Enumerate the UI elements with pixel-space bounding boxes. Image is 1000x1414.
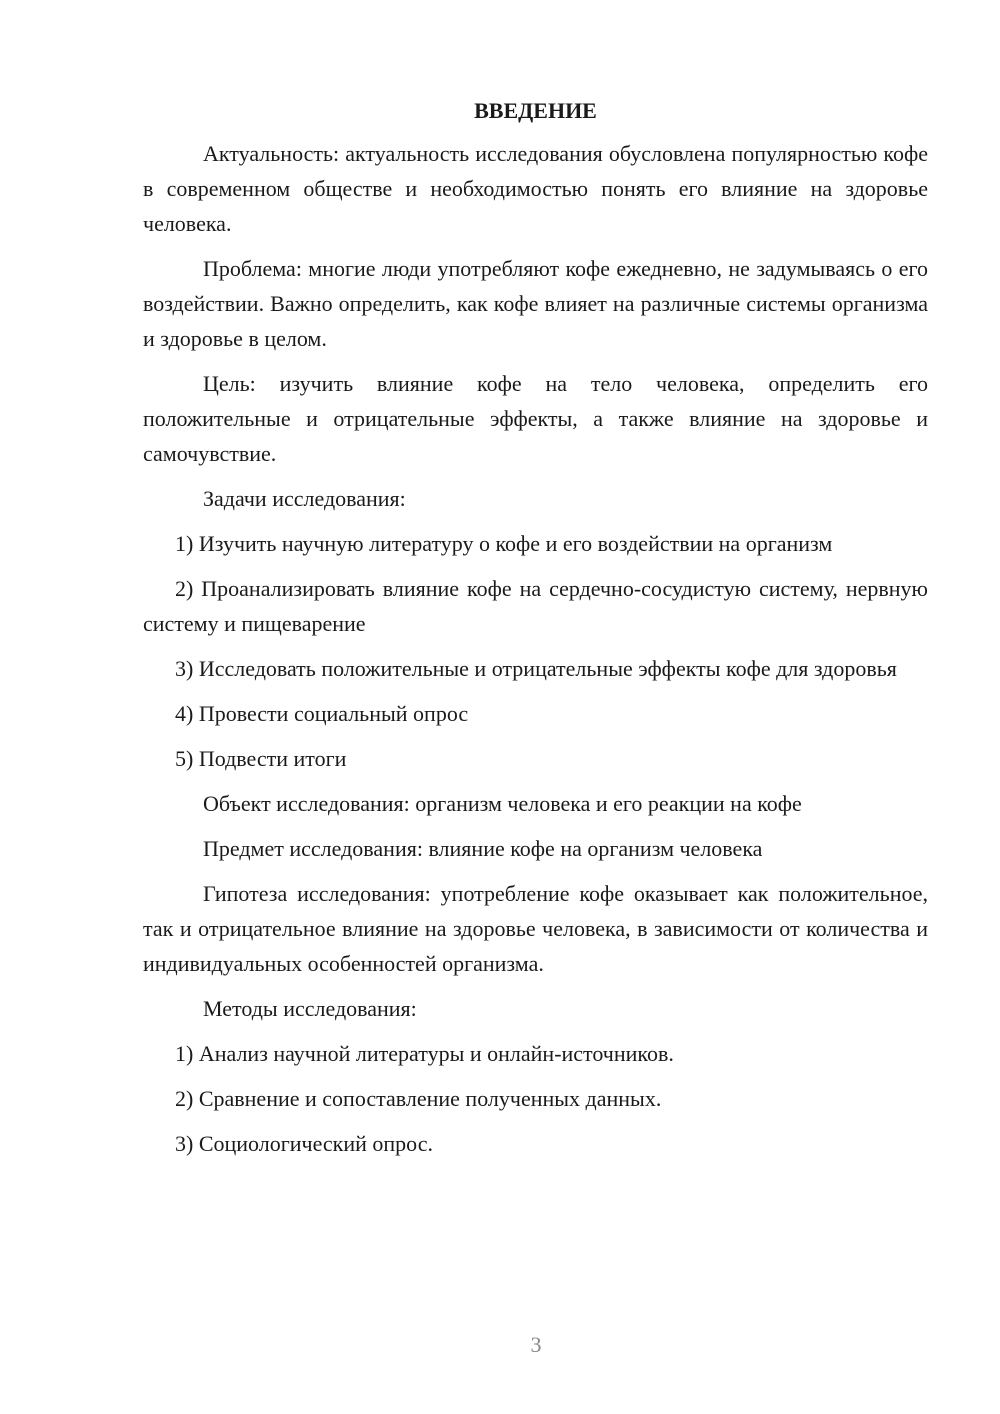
paragraph-object: Объект исследования: организм человека и его реакции на кофе [203, 791, 802, 816]
method-item-1: 1) Анализ научной литературы и онлайн-источников. [175, 1041, 674, 1066]
task-item-2: 2) Проанализировать влияние кофе на сердечно-сосудистую систему, нервную систему и пищеварение [143, 576, 928, 636]
task-item-3: 3) Исследовать положительные и отрицательные эффекты кофе для здоровья [175, 656, 897, 681]
page-number: 3 [530, 1332, 542, 1357]
paragraph-subject: Предмет исследования: влияние кофе на организм человека [203, 836, 763, 861]
paragraph-hypothesis: Гипотеза исследования: употребление кофе оказывает как положительное, так и отрицательное влияние на здоровье человека, в зависимости от количества и индивидуальных особенностей организма. [143, 881, 928, 976]
paragraph-problem: Проблема: многие люди употребляют кофе ежедневно, не задумываясь о его воздействии. Важно определить, как кофе влияет на различные системы организма и здоровье в целом. [143, 256, 928, 351]
method-item-3: 3) Социологический опрос. [175, 1131, 433, 1156]
methods-heading: Методы исследования: [203, 996, 417, 1021]
tasks-heading: Задачи исследования: [203, 486, 406, 511]
task-item-1: 1) Изучить научную литературу о кофе и его воздействии на организм [175, 531, 833, 556]
document-body [143, 96, 928, 1171]
paragraph-goal: Цель: изучить влияние кофе на тело человека, определить его положительные и отрицательные эффекты, а также влияние на здоровье и самочувствие. [143, 371, 928, 466]
method-item-2: 2) Сравнение и сопоставление полученных данных. [175, 1086, 662, 1111]
section-title: ВВЕДЕНИЕ [474, 98, 597, 123]
paragraph-relevance: Актуальность: актуальность исследования обусловлена популярностью кофе в современном обществе и необходимостью понять его влияние на здоровье человека. [143, 141, 928, 236]
task-item-5: 5) Подвести итоги [175, 746, 347, 771]
task-item-4: 4) Провести социальный опрос [175, 701, 469, 726]
